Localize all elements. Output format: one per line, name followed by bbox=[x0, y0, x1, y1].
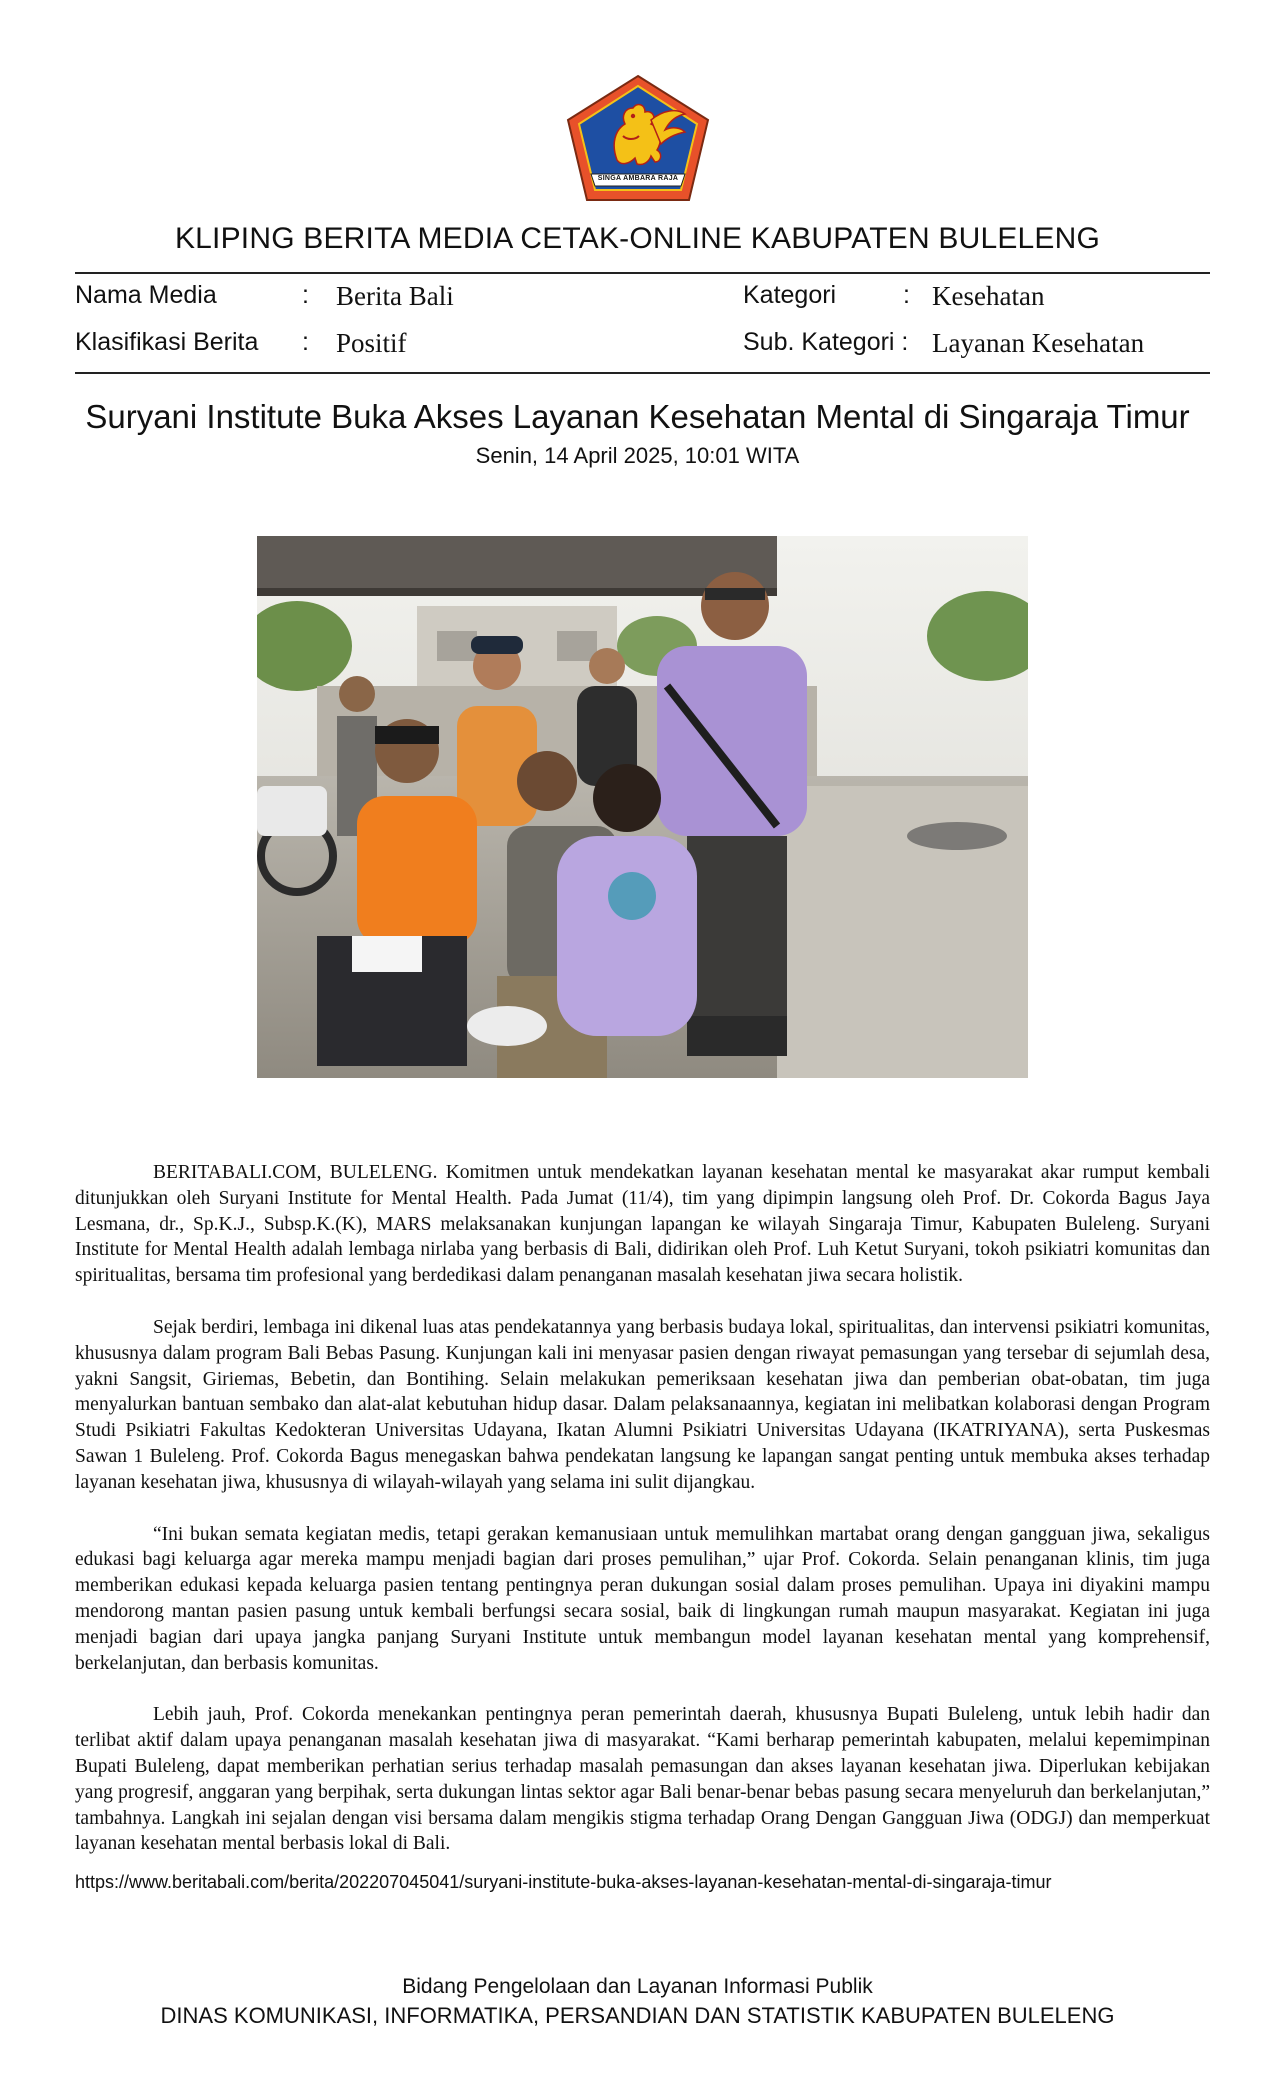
crest-motto: SINGA AMBARA RAJA bbox=[597, 175, 679, 182]
subcategory-value: Layanan Kesehatan bbox=[932, 328, 1145, 358]
singa-ambara-raja-crest-icon bbox=[565, 74, 711, 202]
classification-separator: : bbox=[302, 328, 309, 356]
header-bottom-rule bbox=[75, 372, 1210, 374]
article-paragraph: Lebih jauh, Prof. Cokorda menekankan pentingnya peran pemerintah daerah, khususnya Bupati Buleleng, untuk lebih hadir dan terlibat aktif dalam upaya penanganan masalah kesehatan jiwa di masyarakat. “Kami berharap pemerintah kabupaten, melalui kepemimpinan Bupati Buleleng, dapat memberikan perhatian serius terhadap masalah pemasungan dan akses layanan kesehatan jiwa. Diperlukan kebijakan yang progresif, anggaran yang berpihak, serta dukungan lintas sektor agar Bali benar-benar bebas pasung secara menyeluruh dan berkelanjutan,” tambahnya. Langkah ini sejalan dengan visi bersama dalam mengikis stigma terhadap Orang Dengan Gangguan Jiwa (ODGJ) dan memperkuat layanan kesehatan mental berbasis lokal di Bali. bbox=[75, 1704, 1210, 1855]
article-dateline: Senin, 14 April 2025, 10:01 WITA bbox=[475, 443, 800, 468]
article-body bbox=[75, 1160, 1210, 1883]
article-photo bbox=[257, 536, 1028, 1078]
article-paragraph: Sejak berdiri, lembaga ini dikenal luas atas pendekatannya yang berbasis budaya lokal, spiritualitas, dan intervensi psikiatri komunitas, khususnya dalam program Bali Bebas Pasung. Kunjungan kali ini menyasar pasien dengan riwayat pemasungan yang tersebar di sejumlah desa, yakni Sangsit, Giriemas, Bebetin, dan Bontihing. Selain melakukan pemeriksaan kesehatan jiwa dan pemberian obat-obatan, tim juga menyalurkan bantuan sembako dan alat-alat kebutuhan hidup dasar. Dalam pelaksanaannya, kegiatan ini melibatkan kolaborasi dengan Program Studi Psikiatri Fakultas Kedokteran Universitas Udayana, Ikatan Alumni Psikiatri Universitas Udayana (IKATRIYANA), serta Puskesmas Sawan 1 Buleleng. Prof. Cokorda Bagus menegaskan bahwa pendekatan langsung ke lapangan sangat penting untuk membuka akses terhadap layanan kesehatan jiwa, khususnya di wilayah-wilayah yang selama ini sulit dijangkau. bbox=[75, 1316, 1210, 1493]
source-url: https://www.beritabali.com/berita/202207045041/suryani-institute-buka-akses-layanan-kesehatan-mental-di-singaraja-timur bbox=[75, 1872, 1052, 1892]
article-headline: Suryani Institute Buka Akses Layanan Kesehatan Mental di Singaraja Timur bbox=[85, 398, 1190, 435]
subcategory-label: Sub. Kategori : bbox=[743, 328, 909, 356]
regency-crest-logo bbox=[565, 74, 711, 202]
category-label: Kategori bbox=[743, 281, 837, 309]
clipping-header-title: KLIPING BERITA MEDIA CETAK-ONLINE KABUPATEN BULELENG bbox=[174, 222, 1101, 255]
classification-value: Positif bbox=[336, 328, 407, 358]
media-label: Nama Media bbox=[75, 281, 217, 309]
footer-agency: DINAS KOMUNIKASI, INFORMATIKA, PERSANDIAN DAN STATISTIK KABUPATEN BULELENG bbox=[160, 2003, 1115, 2028]
category-separator: : bbox=[903, 281, 910, 309]
classification-label: Klasifikasi Berita bbox=[75, 328, 259, 356]
media-value: Berita Bali bbox=[336, 281, 454, 311]
article-paragraph: “Ini bukan semata kegiatan medis, tetapi gerakan kemanusiaan untuk memulihkan martabat orang dengan gangguan jiwa, sekaligus edukasi bagi keluarga agar mereka mampu menjadi bagian dari proses pemulihan,” ujar Prof. Cokorda. Selain penanganan klinis, tim juga memberikan edukasi kepada keluarga pasien tentang pentingnya peran dukungan sosial dalam proses pemulihan. Upaya ini diyakini mampu mendorong mantan pasien pasung untuk kembali berfungsi secara sosial, baik di lingkungan rumah maupun masyarakat. Kegiatan ini juga menjadi bagian dari upaya jangka panjang Suryani Institute untuk membangun model layanan kesehatan mental yang komprehensif, berkelanjutan, dan berbasis komunitas. bbox=[75, 1523, 1210, 1674]
footer-department: Bidang Pengelolaan dan Layanan Informasi Publik bbox=[402, 1975, 873, 1998]
category-value: Kesehatan bbox=[932, 281, 1045, 311]
article-paragraph: BERITABALI.COM, BULELENG. Komitmen untuk mendekatkan layanan kesehatan mental ke masyarakat akar rumput kembali ditunjukkan oleh Suryani Institute for Mental Health. Pada Jumat (11/4), tim yang dipimpin langsung oleh Prof. Dr. Cokorda Bagus Jaya Lesmana, dr., Sp.K.J., Subsp.K.(K), MARS melaksanakan kunjungan lapangan ke wilayah Singaraja Timur, Kabupaten Buleleng. Suryani Institute for Mental Health adalah lembaga nirlaba yang berbasis di Bali, didirikan oleh Prof. Luh Ketut Suryani, tokoh psikiatri komunitas dan spiritualitas, bersama tim profesional yang berdedikasi dalam penanganan masalah kesehatan jiwa secara holistik. bbox=[75, 1162, 1210, 1287]
media-separator: : bbox=[302, 281, 309, 309]
header-top-rule bbox=[75, 272, 1210, 274]
